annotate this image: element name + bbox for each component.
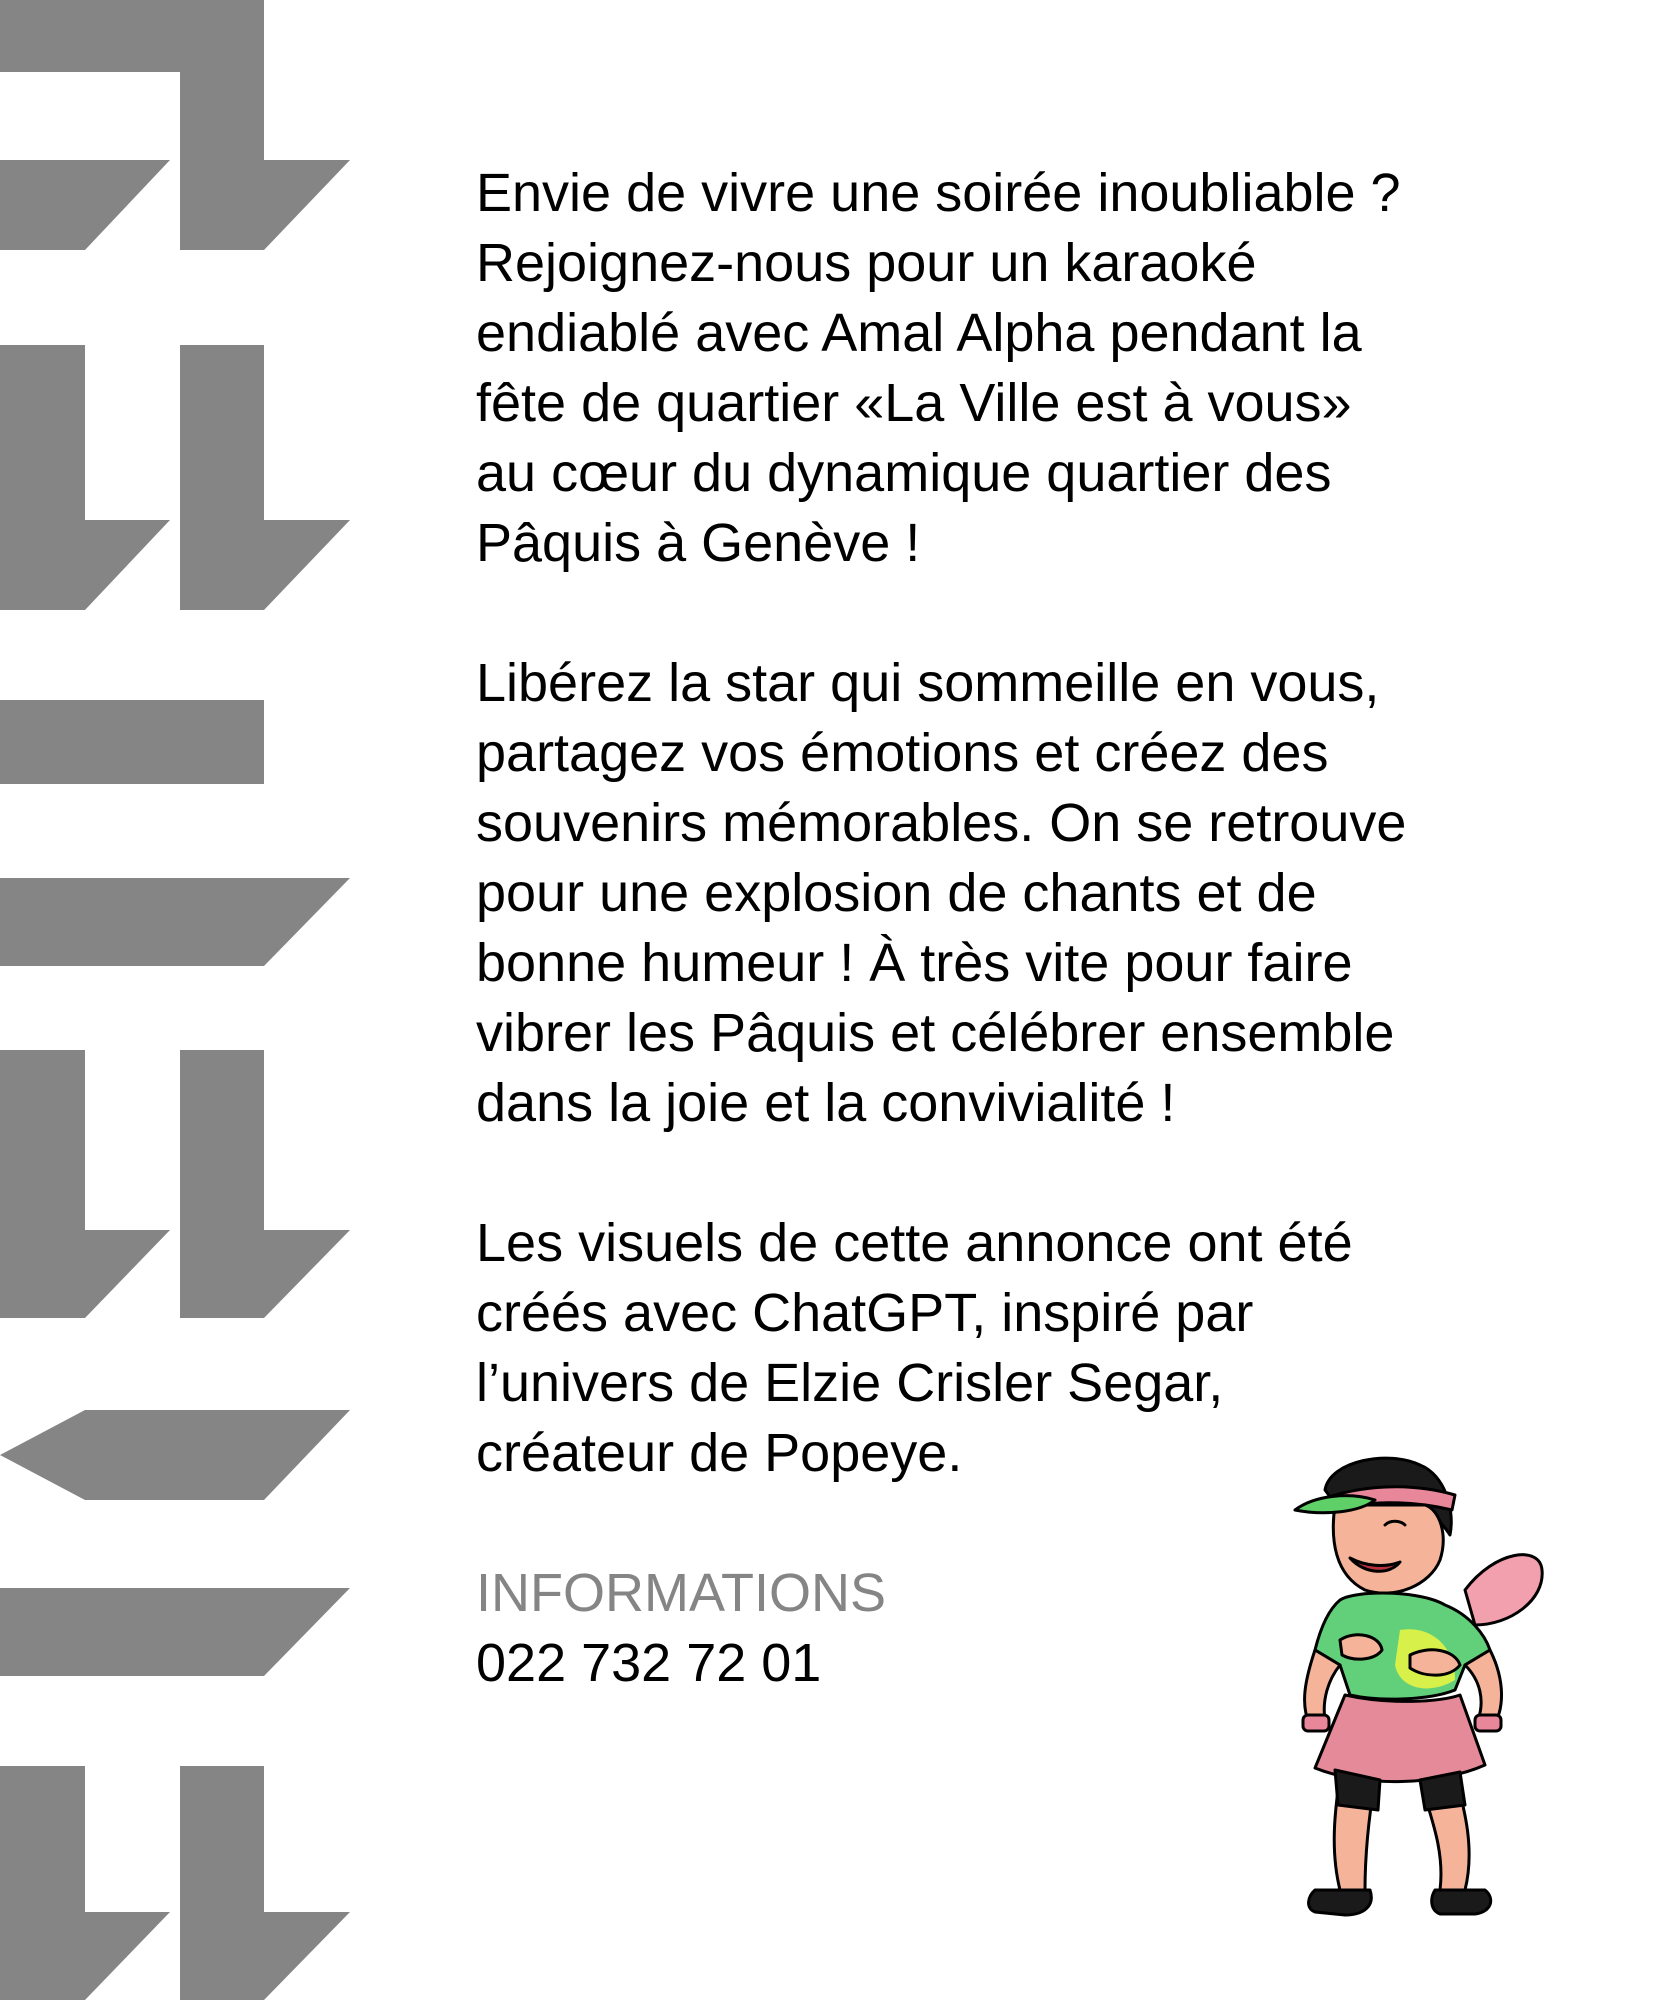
paragraph-intro	[476, 158, 1636, 578]
text-line: créés avec ChatGPT, inspiré par	[476, 1283, 1254, 1343]
paragraph-credits	[476, 1208, 1636, 1488]
wristband	[1303, 1715, 1329, 1731]
deco-shape-8	[180, 1050, 350, 1318]
text-line: vibrer les Pâquis et célébrer ensemble	[476, 1003, 1395, 1063]
deco-shape-10	[0, 1588, 350, 1676]
text-line: Les visuels de cette annonce ont été	[476, 1213, 1353, 1273]
text-line: partagez vos émotions et créez des	[476, 723, 1329, 783]
deco-shape-5	[0, 700, 264, 784]
face	[1333, 1505, 1443, 1593]
deco-shape-6	[0, 878, 350, 966]
deco-shape-7	[0, 1050, 170, 1318]
skirt	[1315, 1695, 1485, 1782]
text-line: créateur de Popeye.	[476, 1423, 963, 1483]
shoe	[1309, 1890, 1372, 1915]
text-line: bonne humeur ! À très vite pour faire	[476, 933, 1353, 993]
text-line: endiablé avec Amal Alpha pendant la	[476, 303, 1362, 363]
shorts	[1420, 1772, 1465, 1810]
deco-shape-11	[0, 1766, 170, 2000]
text-line: Pâquis à Genève !	[476, 513, 921, 573]
shoe	[1432, 1890, 1491, 1914]
phone-number: 022 732 72 01	[476, 1633, 822, 1693]
text-line: Rejoignez-nous pour un karaoké	[476, 233, 1257, 293]
text-line: l’univers de Elzie Crisler Segar,	[476, 1353, 1224, 1413]
text-line: fête de quartier «La Ville est à vous»	[476, 373, 1352, 433]
cartoon-character-illustration	[1270, 1450, 1560, 1950]
hand	[1340, 1635, 1382, 1659]
wing	[1465, 1555, 1542, 1625]
text-line: Libérez la star qui sommeille en vous,	[476, 653, 1380, 713]
deco-shape-4	[180, 345, 350, 610]
text-line: dans la joie et la convivialité !	[476, 1073, 1176, 1133]
hand	[1410, 1650, 1460, 1675]
deco-shape-3	[0, 345, 170, 610]
decorative-letter-shapes	[0, 0, 360, 2000]
text-line: souvenirs mémorables. On se retrouve	[476, 793, 1407, 853]
info-title: INFORMATIONS	[476, 1563, 886, 1623]
text-line: au cœur du dynamique quartier des	[476, 443, 1332, 503]
deco-shape-2	[0, 160, 170, 250]
wristband	[1475, 1715, 1501, 1731]
text-line: pour une explosion de chants et de	[476, 863, 1317, 923]
paragraph-details	[476, 648, 1636, 1138]
deco-shape-9	[0, 1410, 350, 1500]
text-line: Envie de vivre une soirée inoubliable ?	[476, 163, 1401, 223]
deco-shape-12	[180, 1766, 350, 2000]
